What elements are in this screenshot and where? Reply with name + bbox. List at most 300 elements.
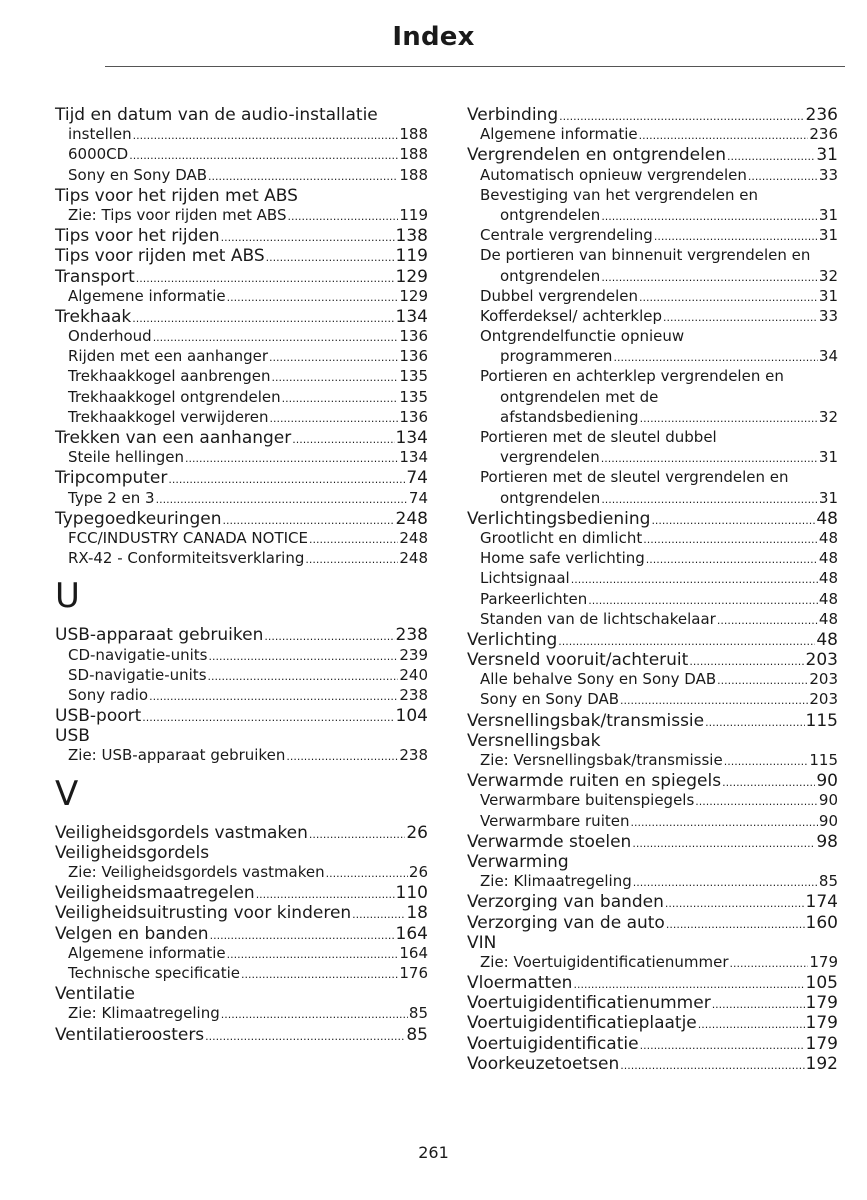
- dot-leader: [153, 327, 399, 345]
- dot-leader: [620, 1054, 804, 1074]
- index-page-ref: 33: [818, 165, 838, 184]
- index-subentry: [467, 206, 838, 226]
- index-subentry: [467, 428, 838, 448]
- dot-leader: [724, 751, 809, 769]
- index-page-ref: 98: [816, 831, 838, 852]
- index-page-ref: 85: [818, 872, 838, 891]
- index-entry-text: USB-poort: [55, 706, 142, 727]
- index-subentry: [55, 448, 428, 468]
- dot-leader: [133, 125, 399, 143]
- index-subentry: [55, 287, 428, 307]
- index-entry-text: ontgrendelen: [500, 266, 601, 285]
- dot-leader: [287, 206, 398, 224]
- dot-leader: [717, 670, 808, 688]
- index-entry: [467, 711, 838, 731]
- index-page-ref: 203: [805, 650, 838, 671]
- dot-leader: [633, 872, 818, 890]
- index-entry-text: Tips voor het rijden: [55, 226, 220, 247]
- index-page-ref: 105: [805, 973, 838, 994]
- index-page-ref: 135: [399, 387, 428, 406]
- index-page-ref: 32: [818, 266, 838, 285]
- index-page-ref: 236: [805, 105, 838, 125]
- index-entry-text: Zie: Klimaatregeling: [480, 872, 632, 891]
- index-page-ref: 31: [818, 488, 838, 507]
- index-entry-text: Velgen en banden: [55, 923, 209, 944]
- index-column-right: [467, 105, 838, 1074]
- dot-leader: [222, 509, 394, 529]
- index-page-ref: 164: [395, 923, 428, 944]
- index-page-ref: 179: [805, 1013, 838, 1034]
- index-entry: [55, 883, 428, 903]
- dot-leader: [722, 771, 815, 791]
- dot-leader: [156, 489, 408, 507]
- index-entry: [55, 903, 428, 923]
- header-divider: [105, 66, 845, 67]
- index-entry-text: Veiligheidsgordels vastmaken: [55, 822, 308, 843]
- index-subentry: [55, 145, 428, 165]
- index-page-ref: 31: [816, 145, 838, 166]
- index-entry-text: Veiligheidsgordels: [55, 842, 210, 863]
- index-entry-text: FCC/INDUSTRY CANADA NOTICE: [68, 528, 308, 547]
- dot-leader: [651, 509, 815, 529]
- index-entry: [55, 186, 428, 206]
- index-page-ref: 129: [395, 266, 428, 287]
- dot-leader: [221, 1004, 408, 1022]
- index-entry-text: Verwarmbare ruiten: [480, 811, 630, 830]
- index-subentry: [55, 964, 428, 984]
- index-subentry: [55, 347, 428, 367]
- index-entry: [55, 307, 428, 327]
- index-subentry: [467, 690, 838, 710]
- index-page-ref: 115: [805, 710, 838, 731]
- index-page-ref: 48: [816, 629, 838, 650]
- dot-leader: [730, 953, 809, 971]
- index-entry-text: Sony radio: [68, 685, 149, 704]
- index-subentry: [467, 327, 838, 347]
- dot-leader: [266, 246, 395, 266]
- index-entry-text: Algemene informatie: [68, 943, 226, 962]
- index-subentry: [55, 489, 428, 509]
- index-entry-text: Type 2 en 3: [68, 488, 155, 507]
- page-number: 261: [418, 1143, 449, 1162]
- index-entry: [467, 145, 838, 165]
- index-entry: [467, 731, 838, 751]
- index-page-ref: 31: [818, 226, 838, 245]
- index-subentry: [467, 408, 838, 428]
- dot-leader: [208, 646, 398, 664]
- index-entry-text: Zie: Klimaatregeling: [68, 1004, 220, 1023]
- index-entry: [55, 924, 428, 944]
- dot-leader: [208, 666, 399, 684]
- index-entry-text: Ontgrendelfunctie opnieuw: [480, 327, 685, 346]
- index-page-ref: 134: [395, 428, 428, 448]
- index-column-left: [55, 105, 428, 1045]
- index-subentry: [467, 226, 838, 246]
- index-subentry: [467, 287, 838, 307]
- index-subentry: [467, 791, 838, 811]
- dot-leader: [168, 468, 405, 488]
- index-page-ref: 74: [406, 468, 428, 489]
- dot-leader: [205, 1025, 405, 1045]
- index-page-ref: 248: [395, 508, 428, 529]
- index-entry-text: programmeren: [500, 347, 613, 366]
- dot-leader: [129, 145, 398, 163]
- dot-leader: [309, 823, 405, 843]
- dot-leader: [640, 408, 818, 426]
- index-page-ref: 136: [399, 347, 428, 366]
- index-page-ref: 31: [818, 448, 838, 467]
- index-entry-text: 6000CD: [68, 145, 129, 164]
- index-entry-text: De portieren van binnenuit vergrendelen en: [480, 246, 811, 265]
- dot-leader: [698, 1013, 805, 1033]
- dot-leader: [571, 569, 818, 587]
- dot-leader: [573, 973, 804, 993]
- index-subentry: [467, 751, 838, 771]
- index-entry: [55, 468, 428, 488]
- index-entry-text: SD-navigatie-units: [68, 665, 207, 684]
- index-subentry: [467, 468, 838, 488]
- index-subentry: [467, 166, 838, 186]
- index-entry: [55, 726, 428, 746]
- index-entry: [467, 1013, 838, 1033]
- index-page-ref: 115: [809, 751, 838, 769]
- index-page-ref: 85: [406, 1024, 428, 1045]
- dot-leader: [292, 428, 394, 448]
- dot-leader: [272, 367, 399, 385]
- dot-leader: [588, 590, 818, 608]
- index-entry-text: Zie: Voertuigidentificatienummer: [480, 952, 729, 971]
- dot-leader: [221, 226, 395, 246]
- dot-leader: [663, 307, 818, 325]
- index-entry-text: Alle behalve Sony en Sony DAB: [480, 670, 717, 689]
- index-page-ref: 90: [818, 791, 838, 810]
- index-page-ref: 134: [399, 448, 428, 467]
- index-subentry: [467, 872, 838, 892]
- index-subentry: [55, 206, 428, 226]
- index-page-ref: 179: [809, 952, 838, 971]
- index-entry-text: Veiligheidsuitrusting voor kinderen: [55, 903, 352, 924]
- index-page-ref: 203: [809, 670, 838, 689]
- dot-leader: [632, 832, 815, 852]
- dot-leader: [601, 448, 818, 466]
- dot-leader: [309, 529, 398, 547]
- index-page-ref: 238: [399, 746, 428, 765]
- index-entry-text: Veiligheidsmaatregelen: [55, 883, 255, 904]
- index-subentry: [467, 610, 838, 630]
- index-page-ref: 119: [395, 246, 428, 267]
- index-entry-text: ontgrendelen: [500, 488, 601, 507]
- index-entry-text: Verwarmde ruiten en spiegels: [467, 771, 722, 792]
- index-page-ref: 104: [395, 706, 428, 727]
- index-entry-text: Versnellingsbak/transmissie: [467, 710, 705, 731]
- dot-leader: [352, 903, 405, 923]
- index-page-ref: 174: [805, 892, 838, 913]
- index-entry: [55, 509, 428, 529]
- index-entry-text: afstandsbediening: [500, 407, 639, 426]
- index-page-ref: 48: [818, 609, 838, 628]
- index-entry-text: ontgrendelen met de: [500, 387, 659, 406]
- index-entry-text: Zie: Versnellingsbak/transmissie: [480, 751, 723, 769]
- index-entry-text: instellen: [68, 125, 132, 144]
- index-subentry: [55, 686, 428, 706]
- index-page-ref: 136: [399, 407, 428, 426]
- index-entry: [55, 428, 428, 448]
- dot-leader: [643, 529, 818, 547]
- index-entry-text: Steile hellingen: [68, 448, 184, 467]
- index-section-letter: V: [55, 773, 79, 814]
- index-page-ref: 90: [818, 811, 838, 830]
- index-entry: [467, 852, 838, 872]
- dot-leader: [256, 883, 395, 903]
- index-entry-text: CD-navigatie-units: [68, 645, 208, 664]
- dot-leader: [241, 964, 398, 982]
- index-page-ref: 85: [408, 1004, 428, 1023]
- index-subentry: [55, 125, 428, 145]
- index-entry: [467, 892, 838, 912]
- index-entry-text: Automatisch opnieuw vergrendelen: [480, 165, 747, 184]
- index-entry-text: Standen van de lichtschakelaar: [480, 609, 716, 628]
- dot-leader: [227, 287, 399, 305]
- index-entry-text: Vergrendelen en ontgrendelen: [467, 145, 727, 166]
- index-page-ref: 26: [408, 863, 428, 881]
- index-entry: [55, 105, 428, 125]
- dot-leader: [727, 145, 815, 165]
- index-page-ref: 188: [399, 125, 428, 144]
- dot-leader: [646, 549, 818, 567]
- dot-leader: [185, 448, 398, 466]
- index-subentry: [467, 529, 838, 549]
- dot-leader: [269, 347, 398, 365]
- index-entry-text: Verzorging van de auto: [467, 912, 665, 933]
- index-entry: [467, 933, 838, 953]
- index-subentry: [467, 367, 838, 387]
- index-subentry: [467, 489, 838, 509]
- index-page-ref: 188: [399, 165, 428, 184]
- index-entry: [467, 630, 838, 650]
- index-entry-text: vergrendelen: [500, 448, 600, 467]
- index-subentry: [55, 367, 428, 387]
- dot-leader: [712, 993, 805, 1013]
- index-entry: [467, 650, 838, 670]
- index-subentry: [467, 246, 838, 266]
- index-entry-text: Parkeerlichten: [480, 589, 588, 608]
- index-page-ref: 74: [408, 488, 428, 507]
- index-entry-text: Voertuigidentificatieplaatje: [467, 1013, 697, 1034]
- index-page-ref: 239: [399, 645, 428, 664]
- index-entry-text: Portieren en achterklep vergrendelen en: [480, 367, 784, 386]
- index-entry-text: Trekken van een aanhanger: [55, 428, 292, 448]
- index-page-ref: 48: [818, 569, 838, 588]
- index-entry: [55, 246, 428, 266]
- index-subentry: [55, 327, 428, 347]
- dot-leader: [640, 1034, 805, 1054]
- index-subentry: [467, 186, 838, 206]
- index-subentry: [55, 408, 428, 428]
- index-page-ref: 31: [818, 205, 838, 224]
- index-entry-text: Technische specificatie: [68, 963, 240, 982]
- dot-leader: [717, 610, 818, 628]
- index-entry-text: Zie: Veiligheidsgordels vastmaken: [68, 863, 325, 881]
- dot-leader: [326, 863, 408, 881]
- index-section-letter: U: [55, 576, 80, 617]
- dot-leader: [639, 287, 818, 305]
- dot-leader: [136, 267, 395, 287]
- index-entry-text: Sony en Sony DAB: [68, 165, 208, 184]
- dot-leader: [305, 549, 398, 567]
- index-entry-text: Verwarming: [467, 851, 569, 872]
- dot-leader: [654, 226, 818, 244]
- index-page-ref: 119: [399, 205, 428, 224]
- index-page-ref: 48: [818, 549, 838, 568]
- index-entry-text: Transport: [55, 266, 135, 287]
- index-page-ref: 188: [399, 145, 428, 164]
- index-page-ref: 136: [399, 327, 428, 346]
- index-entry: [467, 105, 838, 125]
- dot-leader: [270, 408, 399, 426]
- index-entry: [467, 509, 838, 529]
- index-entry: [467, 1054, 838, 1074]
- index-entry-text: Algemene informatie: [68, 286, 226, 305]
- index-page-ref: 110: [395, 883, 428, 904]
- index-entry: [55, 706, 428, 726]
- index-entry-text: Verwarmde stoelen: [467, 831, 632, 852]
- index-entry-text: Rijden met een aanhanger: [68, 347, 269, 366]
- index-entry-text: Typegoedkeuringen: [55, 508, 222, 529]
- index-page-ref: 248: [399, 528, 428, 547]
- index-subentry: [55, 529, 428, 549]
- index-entry-text: Verzorging van banden: [467, 892, 664, 913]
- index-subentry: [467, 347, 838, 367]
- index-page-ref: 192: [805, 1053, 838, 1074]
- index-entry: [55, 1025, 428, 1045]
- index-entry-text: Bevestiging van het vergrendelen en: [480, 185, 758, 204]
- index-page-ref: 138: [395, 226, 428, 247]
- index-subentry: [467, 812, 838, 832]
- index-entry: [467, 1034, 838, 1054]
- index-subentry: [467, 125, 838, 145]
- index-page-ref: 176: [399, 963, 428, 982]
- index-entry: [467, 993, 838, 1013]
- index-entry-text: Tips voor het rijden met ABS: [55, 185, 298, 206]
- dot-leader: [613, 347, 817, 365]
- index-entry-text: Portieren met de sleutel dubbel: [480, 428, 717, 446]
- index-subentry: [467, 307, 838, 327]
- index-entry-text: Ventilatie: [55, 984, 135, 1005]
- index-page-ref: 236: [809, 125, 838, 144]
- index-page-ref: 179: [805, 1033, 838, 1054]
- index-entry-text: Trekhaakkogel aanbrengen: [68, 367, 271, 386]
- dot-leader: [705, 711, 804, 731]
- index-entry-text: Centrale vergrendeling: [480, 226, 653, 245]
- index-subentry: [55, 646, 428, 666]
- dot-leader: [620, 690, 808, 708]
- index-entry: [467, 771, 838, 791]
- index-entry: [55, 843, 428, 863]
- index-entry-text: Lichtsignaal: [480, 569, 570, 588]
- index-subentry: [55, 863, 428, 883]
- index-page-ref: 48: [816, 508, 838, 529]
- index-entry-text: Trekhaakkogel ontgrendelen: [68, 387, 281, 406]
- dot-leader: [149, 686, 398, 704]
- index-entry-text: USB-apparaat gebruiken: [55, 625, 264, 646]
- index-entry-text: Voertuigidentificatienummer: [467, 993, 711, 1014]
- dot-leader: [639, 125, 809, 143]
- index-entry-text: Ventilatieroosters: [55, 1024, 205, 1045]
- index-entry: [467, 973, 838, 993]
- index-entry: [55, 267, 428, 287]
- index-subentry: [467, 590, 838, 610]
- index-entry-text: Tijd en datum van de audio-installatie: [55, 105, 378, 125]
- index-entry-text: Voorkeuzetoetsen: [467, 1053, 620, 1074]
- dot-leader: [132, 307, 394, 327]
- index-subentry: [55, 1004, 428, 1024]
- dot-leader: [665, 892, 805, 912]
- index-subentry: [55, 166, 428, 186]
- index-entry: [55, 984, 428, 1004]
- index-entry-text: Versneld vooruit/achteruit: [467, 650, 689, 671]
- dot-leader: [286, 746, 398, 764]
- index-page-ref: 18: [406, 903, 428, 924]
- index-page-ref: 238: [399, 685, 428, 704]
- index-page-ref: 48: [818, 528, 838, 547]
- index-page-ref: 179: [805, 993, 838, 1014]
- dot-leader: [601, 206, 818, 224]
- index-entry-text: Trekhaak: [55, 306, 132, 327]
- dot-leader: [142, 706, 394, 726]
- dot-leader: [601, 489, 818, 507]
- index-entry-text: Zie: USB-apparaat gebruiken: [68, 746, 286, 765]
- index-subentry: [55, 746, 428, 766]
- dot-leader: [208, 166, 398, 184]
- dot-leader: [559, 105, 804, 125]
- index-entry-text: Portieren met de sleutel vergrendelen en: [480, 468, 789, 487]
- index-entry-text: Algemene informatie: [480, 125, 638, 144]
- index-entry-text: Dubbel vergrendelen: [480, 286, 639, 305]
- index-page-ref: 48: [818, 589, 838, 608]
- index-page-ref: 134: [395, 306, 428, 327]
- index-entry-text: Zie: Tips voor rijden met ABS: [68, 205, 287, 224]
- index-page-ref: 90: [816, 771, 838, 792]
- page-title: Index: [392, 22, 475, 52]
- index-page-ref: 160: [805, 912, 838, 933]
- dot-leader: [601, 267, 818, 285]
- index-subentry: [467, 670, 838, 690]
- index-page-ref: 32: [818, 407, 838, 426]
- dot-leader: [630, 812, 817, 830]
- dot-leader: [282, 388, 399, 406]
- index-entry-text: Versnellingsbak: [467, 730, 601, 751]
- dot-leader: [666, 913, 805, 933]
- index-entry: [467, 832, 838, 852]
- index-entry: [467, 913, 838, 933]
- index-subentry: [55, 388, 428, 408]
- dot-leader: [558, 630, 815, 650]
- index-subentry: [55, 549, 428, 569]
- index-subentry: [55, 944, 428, 964]
- index-entry-text: Grootlicht en dimlicht: [480, 528, 643, 547]
- index-entry-text: Voertuigidentificatie: [467, 1033, 639, 1054]
- dot-leader: [689, 650, 804, 670]
- index-subentry: [467, 953, 838, 973]
- dot-leader: [210, 924, 395, 944]
- index-entry-text: Vloermatten: [467, 973, 573, 994]
- index-entry-text: Verlichting: [467, 629, 558, 650]
- index-entry-text: Tips voor rijden met ABS: [55, 246, 265, 267]
- index-page-ref: 135: [399, 367, 428, 386]
- index-page-ref: 129: [399, 286, 428, 305]
- index-page-ref: 238: [395, 625, 428, 646]
- index-entry-text: Trekhaakkogel verwijderen: [68, 407, 269, 426]
